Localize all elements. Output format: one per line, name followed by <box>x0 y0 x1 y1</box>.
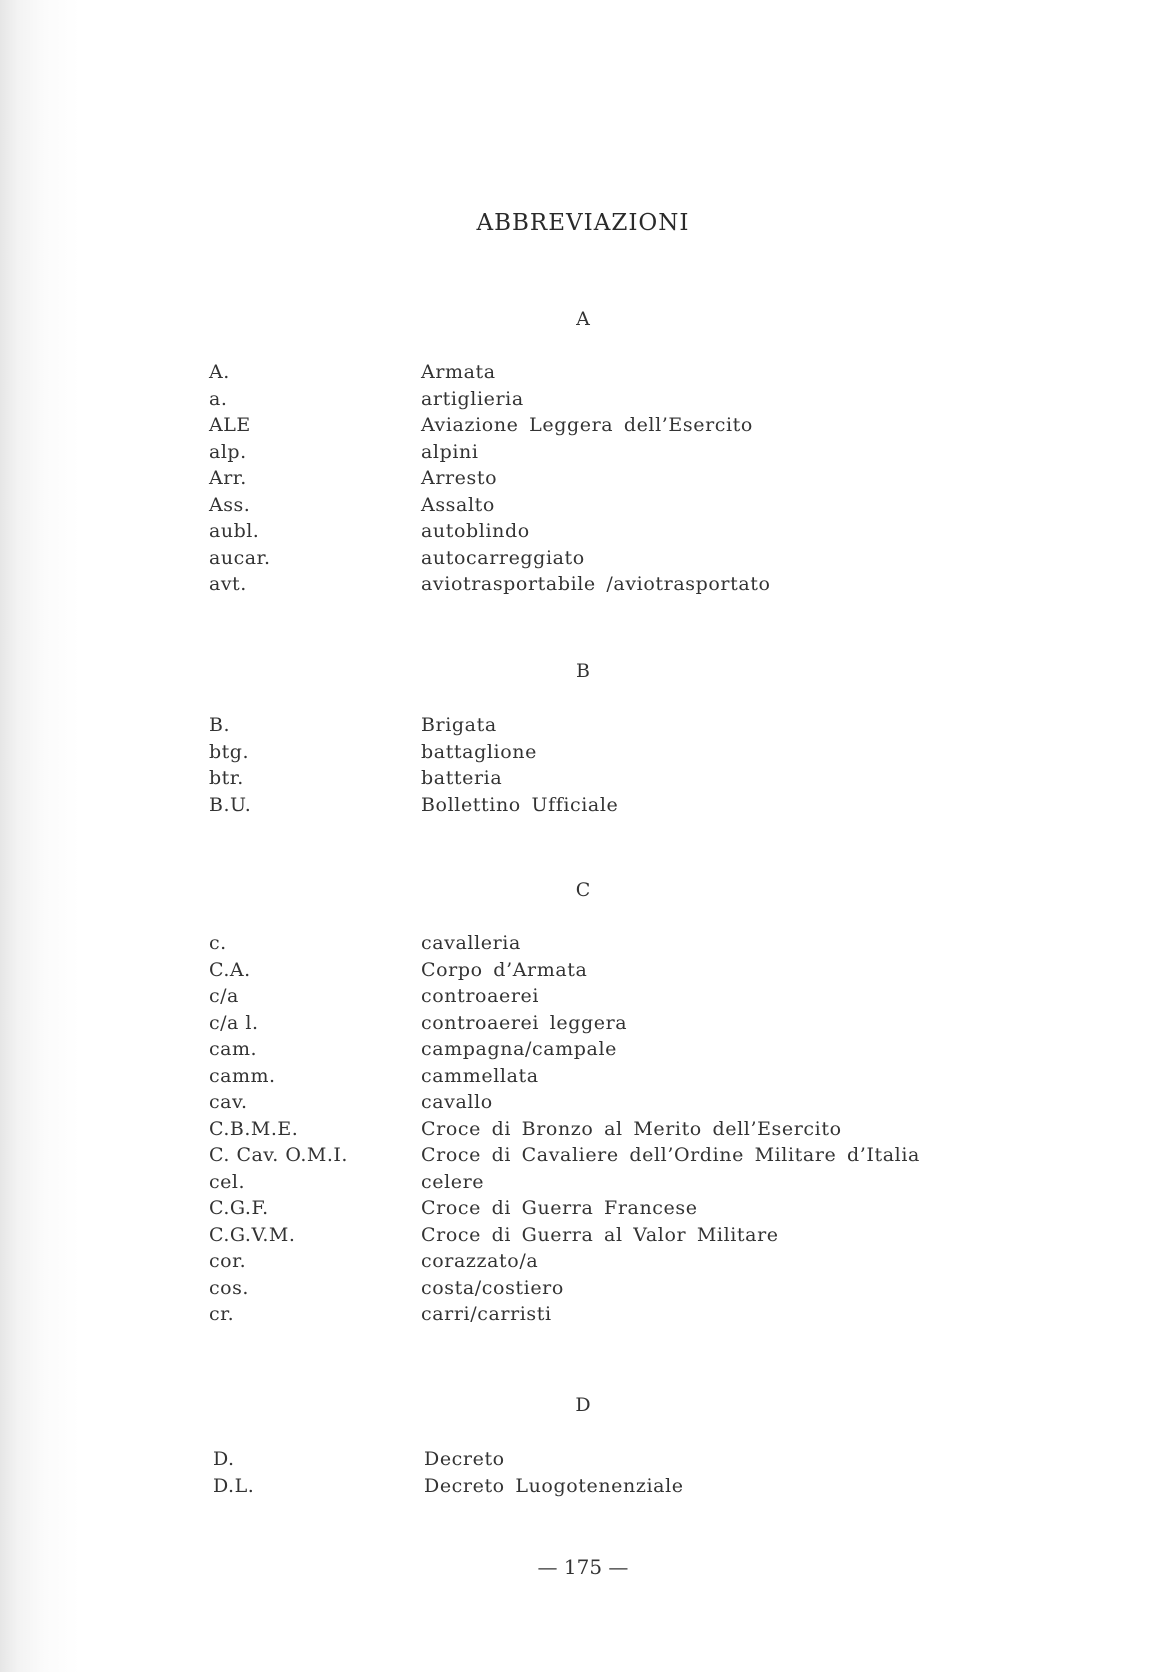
entry-row <box>0 359 1166 386</box>
entry-meaning: controaerei leggera <box>421 1011 628 1034</box>
entry-meaning: costa/costiero <box>421 1276 564 1299</box>
entry-row <box>0 412 1166 439</box>
entry-row <box>0 465 1166 492</box>
entry-meaning: autoblindo <box>421 520 530 542</box>
entry-meaning: battaglione <box>421 740 537 763</box>
entry-row <box>0 1301 1166 1328</box>
entry-meaning: Croce di Cavaliere dell’Ordine Militare d’Italia <box>421 1144 920 1166</box>
entry-row <box>0 1446 1166 1473</box>
entry-row <box>0 518 1166 545</box>
entry-meaning: batteria <box>421 767 503 789</box>
entry-meaning: Arresto <box>421 467 498 489</box>
entry-meaning: carri/carristi <box>421 1303 552 1325</box>
entry-row <box>0 712 1166 739</box>
entry-row <box>0 1248 1166 1275</box>
entry-abbreviation: cor. <box>209 1250 247 1272</box>
section-letter-b: B <box>576 660 590 682</box>
entry-row <box>0 1195 1166 1222</box>
entry-row <box>0 1010 1166 1037</box>
entry-row <box>0 930 1166 957</box>
entry-abbreviation: ALE <box>209 414 251 436</box>
entry-abbreviation: C.G.F. <box>209 1197 269 1219</box>
page-number: — 175 — <box>537 1555 629 1579</box>
entry-meaning: Assalto <box>421 493 495 516</box>
entry-abbreviation: B. <box>209 714 231 736</box>
entry-abbreviation: c. <box>209 932 227 954</box>
entry-meaning: Aviazione Leggera dell’Esercito <box>421 414 753 436</box>
entry-abbreviation: Ass. <box>209 493 251 516</box>
entry-meaning: Croce di Guerra Francese <box>421 1197 698 1219</box>
entry-abbreviation: btr. <box>209 767 244 789</box>
entry-abbreviation: D.L. <box>213 1474 255 1497</box>
entry-row <box>0 1275 1166 1302</box>
entry-abbreviation: B.U. <box>209 793 252 816</box>
entry-meaning: cavalleria <box>421 932 521 954</box>
entry-row <box>0 1473 1166 1500</box>
entry-abbreviation: alp. <box>209 440 247 463</box>
entry-row <box>0 492 1166 519</box>
entry-abbreviation: cam. <box>209 1038 258 1060</box>
entry-row <box>0 386 1166 413</box>
entry-abbreviation: Arr. <box>209 467 247 489</box>
entry-meaning: Corpo d’Armata <box>421 958 588 981</box>
entry-abbreviation: btg. <box>209 740 249 763</box>
entry-row <box>0 1063 1166 1090</box>
entry-abbreviation: C. Cav. O.M.I. <box>209 1144 348 1166</box>
entry-meaning: Bollettino Ufficiale <box>421 793 619 816</box>
entry-row <box>0 1116 1166 1143</box>
entry-row <box>0 765 1166 792</box>
entry-abbreviation: A. <box>209 361 230 383</box>
entry-abbreviation: aubl. <box>209 520 260 542</box>
entry-abbreviation: c/a l. <box>209 1011 259 1034</box>
entry-row <box>0 957 1166 984</box>
section-b-entries <box>0 712 1166 818</box>
page-title: ABBREVIAZIONI <box>476 210 690 236</box>
entry-row <box>0 983 1166 1010</box>
entry-meaning: cammellata <box>421 1064 539 1087</box>
entry-row <box>0 792 1166 819</box>
entry-meaning: corazzato/a <box>421 1250 539 1272</box>
entry-meaning: autocarreggiato <box>421 546 585 569</box>
entry-row <box>0 1222 1166 1249</box>
entry-abbreviation: C.B.M.E. <box>209 1117 299 1140</box>
entry-abbreviation: avt. <box>209 573 247 595</box>
entry-meaning: controaerei <box>421 985 540 1007</box>
entry-row <box>0 739 1166 766</box>
entry-row <box>0 1142 1166 1169</box>
entry-meaning: Croce di Bronzo al Merito dell’Esercito <box>421 1117 842 1140</box>
entry-row <box>0 1089 1166 1116</box>
entry-abbreviation: a. <box>209 387 228 410</box>
section-c-entries <box>0 930 1166 1328</box>
entry-meaning: Armata <box>421 361 496 383</box>
entry-abbreviation: C.G.V.M. <box>209 1223 296 1246</box>
entry-meaning: Decreto <box>424 1448 505 1470</box>
entry-abbreviation: cel. <box>209 1170 246 1193</box>
section-letter-a: A <box>576 308 590 330</box>
entry-meaning: celere <box>421 1170 485 1193</box>
entry-abbreviation: cav. <box>209 1091 248 1113</box>
entry-meaning: Croce di Guerra al Valor Militare <box>421 1223 779 1246</box>
entry-meaning: alpini <box>421 440 479 463</box>
entry-abbreviation: c/a <box>209 985 239 1007</box>
section-d-entries <box>0 1446 1166 1499</box>
section-a-entries <box>0 359 1166 598</box>
entry-row <box>0 1036 1166 1063</box>
entry-meaning: aviotrasportabile /aviotrasportato <box>421 573 771 595</box>
section-letter-d: D <box>575 1394 591 1416</box>
entry-meaning: cavallo <box>421 1091 493 1113</box>
entry-abbreviation: aucar. <box>209 546 271 569</box>
entry-abbreviation: camm. <box>209 1064 276 1087</box>
entry-row <box>0 571 1166 598</box>
entry-meaning: Decreto Luogotenenziale <box>424 1474 684 1497</box>
entry-abbreviation: cr. <box>209 1303 235 1325</box>
entry-meaning: artiglieria <box>421 387 524 410</box>
entry-meaning: campagna/campale <box>421 1038 618 1060</box>
entry-row <box>0 1169 1166 1196</box>
entry-abbreviation: C.A. <box>209 958 251 981</box>
entry-row <box>0 439 1166 466</box>
entry-row <box>0 545 1166 572</box>
section-letter-c: C <box>575 879 591 901</box>
entry-meaning: Brigata <box>421 714 497 736</box>
entry-abbreviation: D. <box>213 1448 235 1470</box>
entry-abbreviation: cos. <box>209 1276 249 1299</box>
